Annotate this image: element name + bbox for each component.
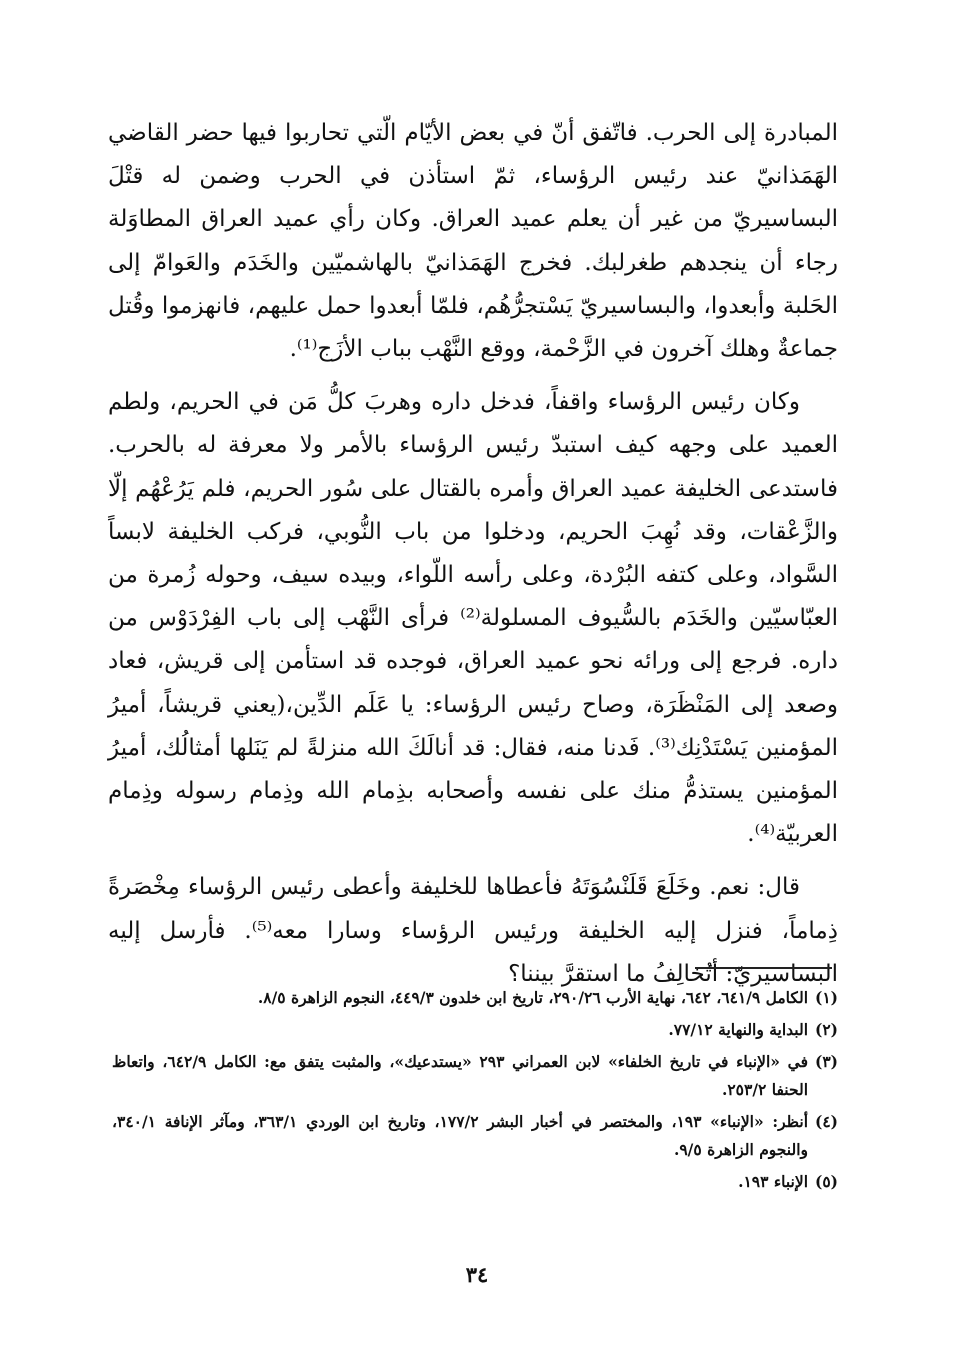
paragraph-1: المبادرة إلى الحرب. فاتّفق أنّ في بعض الأيّام الّتي تحاربوا فيها حضر القاضي الهَمَذانيّ عند رئيس الرؤساء، ثمّ استأذن في الحرب وضمن له قتْلَ البساسيريّ من غير أن يعلم عميد العراق. وكان رأي عميد العراق المطاوَلة رجاء أن ينجدهم طغرلبك. فخرج الهَمَذانيّ بالهاشميّين والخَدَم والعَوامّ إلى الحَلبة وأبعدوا، والبساسيريّ يَسْتجرُّهُم، فلمّا أبعدوا حمل عليهم، فانهزموا وقُتل جماعةٌ وهلك آخرون في الزَّحْمة، ووقع النَّهْب بباب الأزَج⁽¹⁾. xyxy=(108,120,838,363)
page-number: ٣٤ xyxy=(465,1262,489,1287)
footnote-text: الكامل ٦٤١/٩، ٦٤٢، نهاية الأرب ٢٩٠/٢٦، تاريخ ابن خلدون ٤٤٩/٣، النجوم الزاهرة ٨/٥. xyxy=(257,988,808,1007)
footnote-2 xyxy=(112,1016,838,1044)
paragraph-3: قال: نعم. وخَلَعَ قَلَنْسُوَتَهُ فأعطاها للخليفة وأعطى رئيس الرؤساء مِخْصَرةً ذِماماً، فنزل إليه الخليفة ورئيس الرؤساء وسارا معه⁽⁵⁾. فأرسل إليه البساسيريّ: أتُخالِفُ ما استقرَّ بيننا؟ xyxy=(108,874,838,987)
footnote-separator xyxy=(695,967,832,969)
footnote-5 xyxy=(112,1168,838,1196)
paragraph-2: وكان رئيس الرؤساء واقفاً، فدخل داره وهربَ كلُّ مَن في الحريم، ولطم العميد على وجهه كيف استبدّ رئيس الرؤساء بالأمر ولا معرفة له بالحرب. فاستدعى الخليفة عميد العراق وأمره بالقتال على سُور الحريم، فلم يَرُعْهُم إلّا والزَّعْقات، وقد نُهِبَ الحريم، ودخلوا من باب النُّوبي، فركب الخليفة لابساً السَّواد، وعلى كتفه البُرْدة، وعلى رأسه اللّواء، وبيده سيف، وحوله زُمرة من العبّاسيّين والخَدَم بالسُّيوف المسلولة⁽²⁾ فرأى النَّهْب إلى باب الفِرْدَوْس من داره. فرجع إلى ورائه نحو عميد العراق، فوجده قد استأمن إلى قريش، فعاد وصعد إلى المَنْظَرَة، وصاح رئيس الرؤساء: يا عَلَم الدِّين،(يعني قريشاً، أميرُ المؤمنين يَسْتَدْنِك⁽³⁾. فَدنا منه، فقال: قد أنالَكَ الله منزلةً لم يَنَلها أمثالُك، أميرُ المؤمنين يستذمُّ منك على نفسه وأصحابه بذِمام الله وذِمام رسوله وذِمام العربيّة⁽⁴⁾. xyxy=(108,389,838,848)
footnote-4 xyxy=(112,1108,838,1164)
footnotes xyxy=(112,984,838,1200)
footnote-text: الإنباء ١٩٣. xyxy=(738,1172,808,1191)
footnote-text: أنظر: «الإنباء» ١٩٣، والمختصر في أخبار البشر ١٧٧/٢، وتاريخ ابن الوردي ٣٦٣/١، ومآثر الإنافة ٣٤٠/١، والنجوم الزاهرة ٩/٥. xyxy=(112,1112,808,1159)
footnote-number: (٤) xyxy=(814,1112,838,1131)
footnote-text: البداية والنهاية ٧٧/١٢. xyxy=(668,1020,808,1039)
main-text xyxy=(108,112,838,1006)
footnote-number: (٢) xyxy=(814,1020,838,1039)
footnote-number: (١) xyxy=(814,988,838,1007)
footnote-3 xyxy=(112,1048,838,1104)
footnote-number: (٣) xyxy=(814,1052,838,1071)
footnote-number: (٥) xyxy=(814,1172,838,1191)
footnote-text: في «الإنباء في تاريخ الخلفاء» لابن العمراني ٢٩٣ «يستدعيك»، والمثبت يتفق مع: الكامل ٦٤٢/٩، واتعاظ الحنفا ٢٥٣/٢. xyxy=(112,1052,808,1099)
footnote-1 xyxy=(112,984,838,1012)
